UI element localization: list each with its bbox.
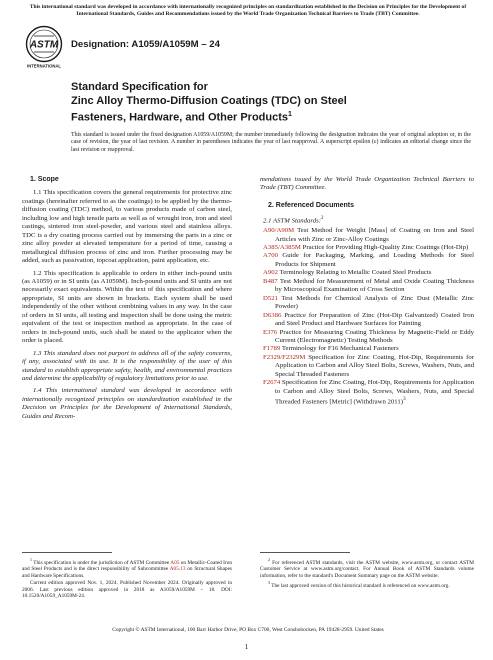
title-line-2	[71, 108, 471, 125]
reference-code-link[interactable]: F1789	[263, 345, 281, 353]
reference-title: Practice for Providing High-Quality Zinc Coatings (Hot-Dip)	[302, 243, 469, 251]
reference-item	[263, 269, 474, 277]
right-column	[260, 176, 474, 407]
reference-item	[263, 295, 474, 312]
reference-code-link[interactable]: F2329/F2329M	[263, 353, 306, 361]
scope-para-1-4-continued: mendations issued by the World Trade Organization Technical Barriers to Trade (TBT) Committee.	[260, 176, 474, 192]
left-column	[22, 176, 232, 425]
footnote-2-marker: 2	[268, 557, 270, 562]
reference-item	[263, 345, 474, 353]
reference-footnote-marker: 3	[403, 397, 406, 403]
footnote-1-marker: 1	[30, 557, 32, 562]
footnote-3-text: The last approved version of this historical standard is referenced on www.astm.org.	[271, 583, 450, 590]
astm-standards-marker: 2	[320, 216, 324, 222]
title-heading: Standard Specification for	[71, 81, 208, 93]
reference-title: Specification for Zinc Coating, Hot-Dip, Requirements for Application to Carbon and Alloy Steel Bolts, Screws, Washers, Nuts, and Special Threaded Fasteners [Metric] (Withdrawn 2011)	[275, 379, 475, 406]
footnote-2-text: For referenced ASTM standards, visit the ASTM website, www.astm.org, or contact ASTM Customer Service at www.astm.org/contact. For Annual Book of ASTM Standards volume information, refer to the standard's Document Summary page on the ASTM website.	[260, 559, 475, 579]
reference-code-link[interactable]: A385/A385M	[263, 243, 301, 251]
footnote-1-text-c: on Structural Shapes and Hardware Specifications.	[22, 566, 232, 579]
reference-code-link[interactable]: E376	[263, 328, 278, 336]
footnote-3	[260, 580, 474, 589]
footnote-2	[260, 557, 474, 579]
reference-item	[263, 252, 474, 269]
reference-item	[263, 312, 474, 329]
footnote-1-text-a: This specification is under the jurisdiction of ASTM Committee	[33, 559, 171, 566]
issuance-note: This standard is issued under the fixed designation A1059/A1059M; the number immediately following the designation indicates the year of original adoption or, in the case of revision, the year of last revision. A number in parentheses indicates the year of last reapproval. A superscript epsilon (ε) indicates an editorial change since the last revision or reapproval.	[71, 132, 471, 153]
scope-para-1-2: 1.2 This specification is applicable to orders in either inch-pound units (as A1059) or in SI units (as A1059M). Inch-pound units and SI units are not necessarily exact equivalents. Within the text of this specification and where appropriate, SI units are shown in brackets. Each system shall be used independently of the other without combining values in any way. In the case of orders in SI units, all testing and inspection shall be done using the metric equivalent of the test or inspection method as appropriate. In the case of orders in inch-pound units, such shall be stated to the applicator when the order is placed.	[22, 269, 232, 345]
astm-logo-text: ASTM	[29, 39, 59, 51]
reference-title: Test Method for Measurement of Metal and Oxide Coating Thickness by Microscopical Examination of Cross Section	[275, 277, 474, 294]
reference-title: Guide for Packaging, Marking, and Loading Methods for Steel Products for Shipment	[275, 252, 474, 268]
reference-title: Terminology for F16 Mechanical Fasteners	[281, 345, 399, 353]
scope-para-1-1: 1.1 This specification covers the general requirements for protective zinc coatings (hereinafter referred to as the coatings) to be applied by the thermo-diffusion coating (TDC) method, to various products made of carbon steel, including low and high tensile parts as well as of wrought iron, iron and steel castings, sintered iron steel-powder, and various steel and stainless alloys. TDC is a dry coating process carried out by immersing the parts in a zinc or zinc alloy powder at elevated temperature for a period of time, causing a metallurgical diffusion process of zinc and iron. Further processing may be added, such as passivation, topcoat application, paint application, etc.	[22, 189, 232, 265]
tbt-notice: This international standard was developed in accordance with internationally recognized principles on standardization established in the Decision on Principles for the Development of International Standards, Guides and Recommendations issued by the World Trade Organization Technical Barriers to Trade (TBT) Committee.	[29, 4, 467, 17]
scope-heading: 1. Scope	[30, 176, 59, 183]
reference-title: Specification for Zinc Coating, Hot-Dip, Requirements for Application to Carbon and Alloy Steel Bolts, Screws, Washers, Nuts, and Special Threaded Fasteners	[275, 353, 475, 378]
footnote-current-edition: Current edition approved Nov. 1, 2024. Published November 2024. Originally approved in 2006. Last previous edition approved in 2018 as A1059/A1059M – 18. DOI: 10.1520/A1059_A1059M-24.	[22, 580, 232, 600]
reference-code-link[interactable]: D521	[263, 294, 278, 302]
title-line-2-text: Fasteners, Hardware, and Other Products	[71, 111, 289, 124]
subcommittee-a05-13-link[interactable]: A05.13	[169, 566, 186, 573]
scope-para-1-4: 1.4 This international standard was developed in accordance with internationally recognized principles on standardization established in the Decision on Principles for the Development of International Standards, Guides and Recom-	[22, 387, 232, 420]
footnote-1	[22, 557, 232, 579]
reference-title: Practice for Measuring Coating Thickness by Magnetic-Field or Eddy Current (Electromagnetic) Testing Methods	[275, 328, 475, 344]
astm-standards-intro-text: 2.1 ASTM Standards:	[263, 217, 321, 225]
reference-item	[263, 329, 474, 346]
reference-title: Test Method for Weight [Mass] of Coating on Iron and Steel Articles with Zinc or Zinc-Alloy Coatings	[275, 227, 474, 243]
page-number: 1	[244, 642, 249, 651]
reference-title: Practice for Preparation of Zinc (Hot-Dip Galvanized) Coated Iron and Steel Product and Hardware Surfaces for Painting	[275, 311, 474, 328]
astm-logo-subtext: INTERNATIONAL	[27, 63, 61, 69]
reference-item	[263, 278, 474, 295]
reference-code-link[interactable]: A90/A90M	[263, 227, 295, 235]
footnote-3-marker: 3	[268, 580, 270, 586]
designation: Designation: A1059/A1059M – 24	[71, 39, 220, 50]
footnote-rule-right	[260, 552, 350, 553]
astm-logo	[25, 25, 63, 69]
footnotes-right	[260, 557, 474, 591]
reference-item	[263, 354, 474, 379]
astm-standards-intro	[263, 215, 474, 226]
title-block	[71, 80, 471, 125]
reference-code-link[interactable]: A902	[263, 269, 278, 277]
copyright-line: Copyright © ASTM International, 100 Barr Harbor Drive, PO Box C700, West Conshohocken, PA 19428-2959. United States	[112, 627, 384, 633]
footnotes-left	[22, 557, 232, 601]
committee-a05-link[interactable]: A05	[170, 559, 180, 566]
footnote-rule-left	[22, 552, 112, 553]
reference-list	[260, 227, 474, 407]
reference-item	[263, 227, 474, 244]
reference-code-link[interactable]: B487	[263, 277, 278, 285]
reference-code-link[interactable]: F2674	[263, 379, 281, 387]
reference-item	[263, 379, 474, 407]
title-footnote-marker[interactable]: 1	[288, 111, 292, 118]
scope-para-1-3: 1.3 This standard does not purport to address all of the safety concerns, if any, associated with its use. It is the responsibility of the user of this standard to establish appropriate safety, health, and environmental practices and determine the applicability of regulatory limitations prior to use.	[22, 349, 232, 382]
reference-code-link[interactable]: D6386	[263, 311, 282, 319]
reference-title: Test Methods for Chemical Analysis of Zinc Dust (Metallic Zinc Powder)	[275, 294, 474, 311]
references-heading: 2. Referenced Documents	[268, 201, 354, 209]
footnote-1-text-b: on Metallic-Coated Iron and Steel Products and is the direct responsibility of Subcommittee	[22, 559, 233, 573]
reference-title: Terminology Relating to Metallic Coated Steel Products	[279, 269, 432, 277]
reference-code-link[interactable]: A700	[263, 252, 278, 260]
reference-item	[263, 244, 474, 252]
title-line-1: Zinc Alloy Thermo-Diffusion Coatings (TDC) on Steel	[71, 95, 347, 107]
